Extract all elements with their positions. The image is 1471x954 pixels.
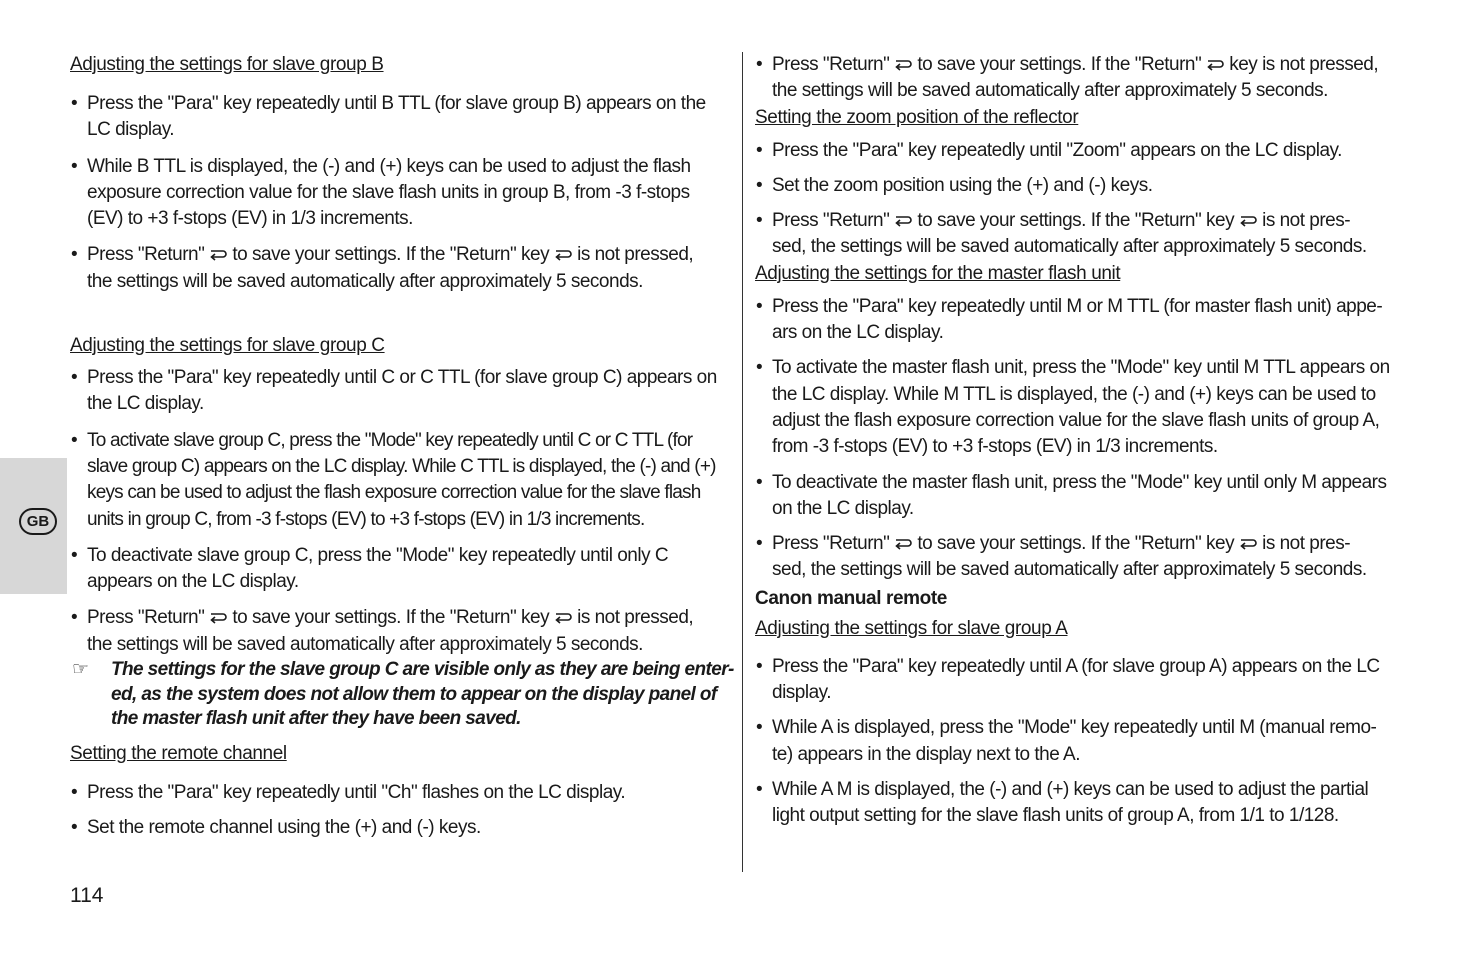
list-item: • Press "Return" to save your settings. If the "Return" key is not pressed, the settings will be saved automatically after approximately 5 seconds. [70,605,732,658]
language-badge: GB [19,508,57,535]
return-key-icon [1238,536,1258,550]
heading-slave-group-b: Adjusting the settings for slave group B [70,54,384,75]
return-key-icon [553,610,573,624]
pointing-hand-icon: ☞ [72,659,89,681]
list-item: • To deactivate slave group C, press the "Mode" key repeatedly until only C appears on the LC display. [70,543,732,596]
heading-remote-channel: Setting the remote channel [70,742,287,764]
return-key-icon [1205,57,1225,71]
list-item: • Press "Return" to save your settings. If the "Return" key is not pres- sed, the settings will be saved automatically after approximately 5 seconds. [755,531,1413,584]
list-item: • Press the "Para" key repeatedly until "Ch" flashes on the LC display. [70,780,732,806]
list-item: • While A M is displayed, the (-) and (+) keys can be used to adjust the partial light output setting for the slave flash units of group A, from 1/1 to 1/128. [755,777,1413,830]
list-item: • To deactivate the master flash unit, press the "Mode" key until only M appears on the LC display. [755,470,1413,523]
list-item: • To activate the master flash unit, press the "Mode" key until M TTL appears on the LC display. While M TTL is displayed, the (-) and (+) keys can be used to adjust the flash exposure correction value for the slave flash units of group A, from -3 f-stops (EV) to +3 f-stops (EV) in 1/3 increments. [755,355,1413,460]
heading-master-flash: Adjusting the settings for the master flash unit [755,262,1121,284]
heading-slave-group-a: Adjusting the settings for slave group A [755,617,1068,639]
return-key-icon [893,213,913,227]
return-key-icon [893,57,913,71]
column-divider [742,52,743,872]
list-item: • Press the "Para" key repeatedly until C or C TTL (for slave group C) appears on the LC display. [70,365,732,418]
page-number: 114 [70,884,104,907]
list-item: • While A is displayed, press the "Mode" key repeatedly until M (manual remo- te) appears in the display next to the A. [755,715,1413,768]
heading-slave-group-c: Adjusting the settings for slave group C [70,335,385,357]
list-item: • Press the "Para" key repeatedly until A (for slave group A) appears on the LC display. [755,654,1413,707]
list-item: • Press the "Para" key repeatedly until M or M TTL (for master flash unit) appe- ars on the LC display. [755,294,1413,347]
list-item: • Press "Return" to save your settings. If the "Return" key is not pressed, the settings will be saved automatically after approximately 5 seconds. [755,52,1413,105]
section-title-canon: Canon manual remote [755,587,947,609]
list-item: • Press the "Para" key repeatedly until B TTL (for slave group B) appears on the LC display. [70,91,732,144]
list-item: • Press the "Para" key repeatedly until "Zoom" appears on the LC display. [755,138,1413,164]
right-column [755,52,1413,830]
note-block: ☞ The settings for the slave group C are visible only as they are being enter- ed, as the system does not allow them to appear on the display panel of the master flash unit after they have been saved. [72,659,734,730]
list-item: • Set the remote channel using the (+) and (-) keys. [70,815,732,841]
left-column [70,50,732,841]
list-item: • Set the zoom position using the (+) and (-) keys. [755,173,1413,199]
return-key-icon [893,536,913,550]
return-key-icon [1238,213,1258,227]
return-key-icon [553,247,573,261]
list-item: • To activate slave group C, press the "Mode" key repeatedly until C or C TTL (for slave group C) appears on the LC display. While C TTL is displayed, the (-) and (+) keys can be used to adjust the flash exposure correction value for the slave flash units in group C, from -3 f-stops (EV) to +3 f-stops (EV) in 1/3 increments. [70,428,732,533]
return-key-icon [208,610,228,624]
list-item: • Press "Return" to save your settings. If the "Return" key is not pres- sed, the settings will be saved automatically after approximately 5 seconds. [755,208,1413,261]
list-item: • While B TTL is displayed, the (-) and (+) keys can be used to adjust the flash exposure correction value for the slave flash units in group B, from -3 f-stops (EV) to +3 f-stops (EV) in 1/3 increments. [70,154,732,233]
list-item: • Press "Return" to save your settings. If the "Return" key is not pressed, the settings will be saved automatically after approximately 5 seconds. [70,242,732,295]
heading-zoom-position: Setting the zoom position of the reflector [755,106,1079,128]
return-key-icon [208,247,228,261]
